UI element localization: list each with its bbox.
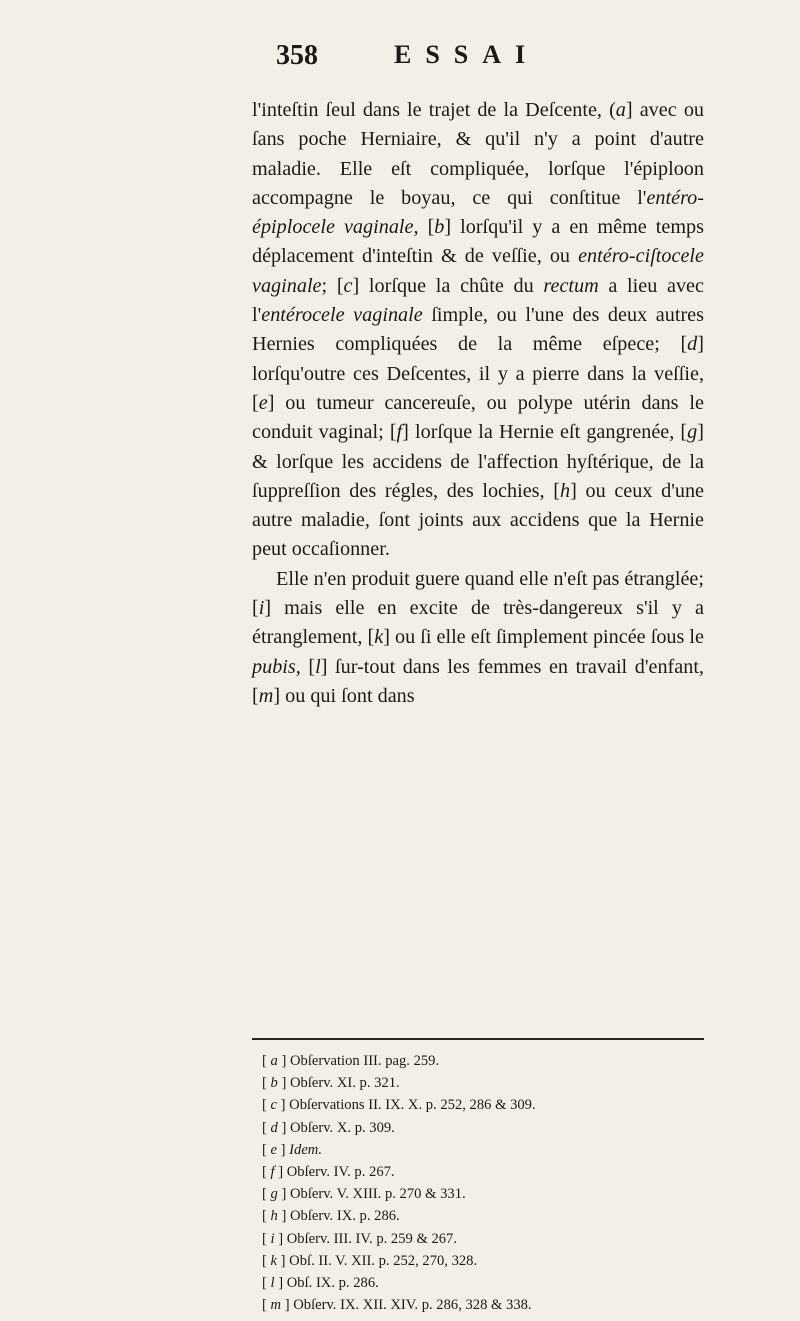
- footnote-mark: f: [270, 1164, 275, 1181]
- footnote-mark: g: [270, 1186, 278, 1203]
- text-run: , [: [413, 216, 435, 239]
- text-run: a lieu avec l': [252, 274, 704, 327]
- footnote: [ e ] Idem.: [262, 1141, 322, 1158]
- footnote-mark: l: [270, 1275, 275, 1292]
- paragraph: [252, 565, 704, 711]
- footnote-mark: m: [270, 1297, 282, 1314]
- footnote-mark: h: [270, 1208, 278, 1225]
- text-run: ] ou ſi elle eſt ſimplement pincée ſous le: [383, 626, 704, 649]
- italic-text: i: [258, 597, 265, 620]
- footnote: [ d ] Obſerv. X. p. 309.: [262, 1119, 395, 1136]
- footnote: [ h ] Obſerv. IX. p. 286.: [262, 1208, 400, 1225]
- footnote-text: Obſervations II. IX. X. p. 252, 286 & 309.: [289, 1097, 536, 1114]
- text-run: ] lorſqu'outre ces Deſcentes, il y a pierre dans la veſſie, [: [252, 333, 704, 414]
- text-run: ] & lorſque les accidens de l'affection hyſtérique, de la ſuppreſſion des régles, des lochies, [: [252, 421, 704, 502]
- footnote: [ l ] Obſ. IX. p. 286.: [262, 1275, 379, 1292]
- footnote-text: Obſerv. XI. p. 321.: [289, 1075, 400, 1092]
- footnote: [ b ] Obſerv. XI. p. 321.: [262, 1075, 400, 1092]
- footnote-text: Obſerv. IX. p. 286.: [289, 1208, 400, 1225]
- footnote-text: Obſ. IX. p. 286.: [286, 1275, 379, 1292]
- footnote: [ k ] Obſ. II. V. XII. p. 252, 270, 328.: [262, 1252, 478, 1269]
- text-run: , [: [295, 655, 316, 678]
- page-number: 358: [276, 40, 318, 71]
- text-run: ] lorſque la chûte du: [352, 274, 544, 297]
- footnote: [ c ] Obſervations II. IX. X. p. 252, 286 & 309.: [262, 1097, 536, 1114]
- italic-text: c: [343, 274, 353, 297]
- main-text: [252, 96, 704, 711]
- footnote-mark: e: [270, 1141, 277, 1158]
- footnote: [ g ] Obſerv. V. XIII. p. 270 & 331.: [262, 1186, 466, 1203]
- text-run: Elle n'en produit guere quand elle n'eſt pas étranglée; [: [252, 567, 704, 620]
- running-head: ESSAI: [394, 40, 540, 69]
- footnote-text: Obſerv. IV. p. 267.: [286, 1164, 395, 1181]
- footnote-mark: d: [270, 1119, 278, 1136]
- text-run: ] mais elle en excite de très-dangereux s'il y a étranglement, [: [252, 597, 704, 649]
- footnote-text: Obſerv. X. p. 309.: [289, 1119, 395, 1136]
- footnote-text: Obſervation III. pag. 259.: [289, 1053, 440, 1069]
- italic-text: k: [374, 626, 384, 649]
- page-header: [276, 40, 696, 90]
- footnote: [ a ] Obſervation III. pag. 259.: [262, 1053, 440, 1069]
- footnote-mark: c: [270, 1097, 277, 1114]
- italic-text: entérocele vaginale: [261, 304, 423, 327]
- footnote-mark: a: [270, 1053, 278, 1069]
- italic-text: pubis: [252, 655, 296, 678]
- footnote-divider: [252, 1038, 704, 1040]
- footnote-text: Obſerv. V. XIII. p. 270 & 331.: [289, 1186, 466, 1203]
- italic-text: g: [687, 421, 698, 444]
- italic-text: h: [559, 479, 571, 502]
- footnote-mark: b: [270, 1075, 278, 1092]
- italic-text: l: [315, 655, 321, 678]
- text-run: ] ou tumeur cancereuſe, ou polype utérin dans le conduit vaginal; [: [252, 391, 704, 444]
- italic-text: e: [258, 391, 268, 414]
- italic-text: rectum: [543, 274, 599, 297]
- footnote-text: Obſ. II. V. XII. p. 252, 270, 328.: [289, 1252, 478, 1269]
- footnote-text: Obſerv. III. IV. p. 259 & 267.: [286, 1230, 457, 1247]
- paragraph: [252, 96, 704, 565]
- footnote-mark: k: [270, 1252, 277, 1269]
- italic-text: entéro-ciſtocele vaginale: [252, 245, 704, 297]
- footnote-text: Obſerv. IX. XII. XIV. p. 286, 328 & 338.: [293, 1297, 532, 1314]
- italic-text: f: [396, 421, 403, 444]
- footnote-mark: i: [270, 1230, 275, 1247]
- italic-text: d: [687, 333, 698, 356]
- footnote: [ i ] Obſerv. III. IV. p. 259 & 267.: [262, 1230, 457, 1247]
- text-run: ; [: [321, 274, 344, 297]
- text-run: ] lorſqu'il y a en même temps déplacement d'inteſtin & de veſſie, ou: [252, 216, 704, 268]
- text-run: ] lorſque la Hernie eſt gangrenée, [: [402, 421, 688, 444]
- italic-text: entéro-épiplocele vaginale: [252, 186, 704, 239]
- italic-text: m: [258, 684, 274, 707]
- text-run: ] ſur-tout dans les femmes en travail d'enfant, [: [252, 655, 704, 707]
- text-run: ] avec ou ſans poche Herniaire, & qu'il n'y a point d'autre maladie. Elle eſt compliquée, lorſque l'épiploon accompagne le boyau, ce qui conſtitue l': [252, 99, 705, 209]
- footnotes: [262, 1050, 702, 1316]
- text-run: ] ou ceux d'une autre maladie, ſont joints aux accidens que la Hernie peut occaſionner.: [252, 479, 704, 561]
- footnote: [ m ] Obſerv. IX. XII. XIV. p. 286, 328 & 338.: [262, 1297, 532, 1314]
- text-run: ſimple, ou l'une des deux autres Hernies compliquées de la même eſpece; [: [252, 304, 704, 356]
- footnote: [ f ] Obſerv. IV. p. 267.: [262, 1164, 395, 1181]
- text-run: ] ou qui ſont dans: [273, 684, 415, 707]
- italic-text: a: [615, 99, 626, 121]
- text-run: l'inteſtin ſeul dans le trajet de la Deſcente, (: [252, 99, 616, 121]
- footnote-text: Idem.: [289, 1141, 322, 1158]
- italic-text: b: [434, 216, 445, 239]
